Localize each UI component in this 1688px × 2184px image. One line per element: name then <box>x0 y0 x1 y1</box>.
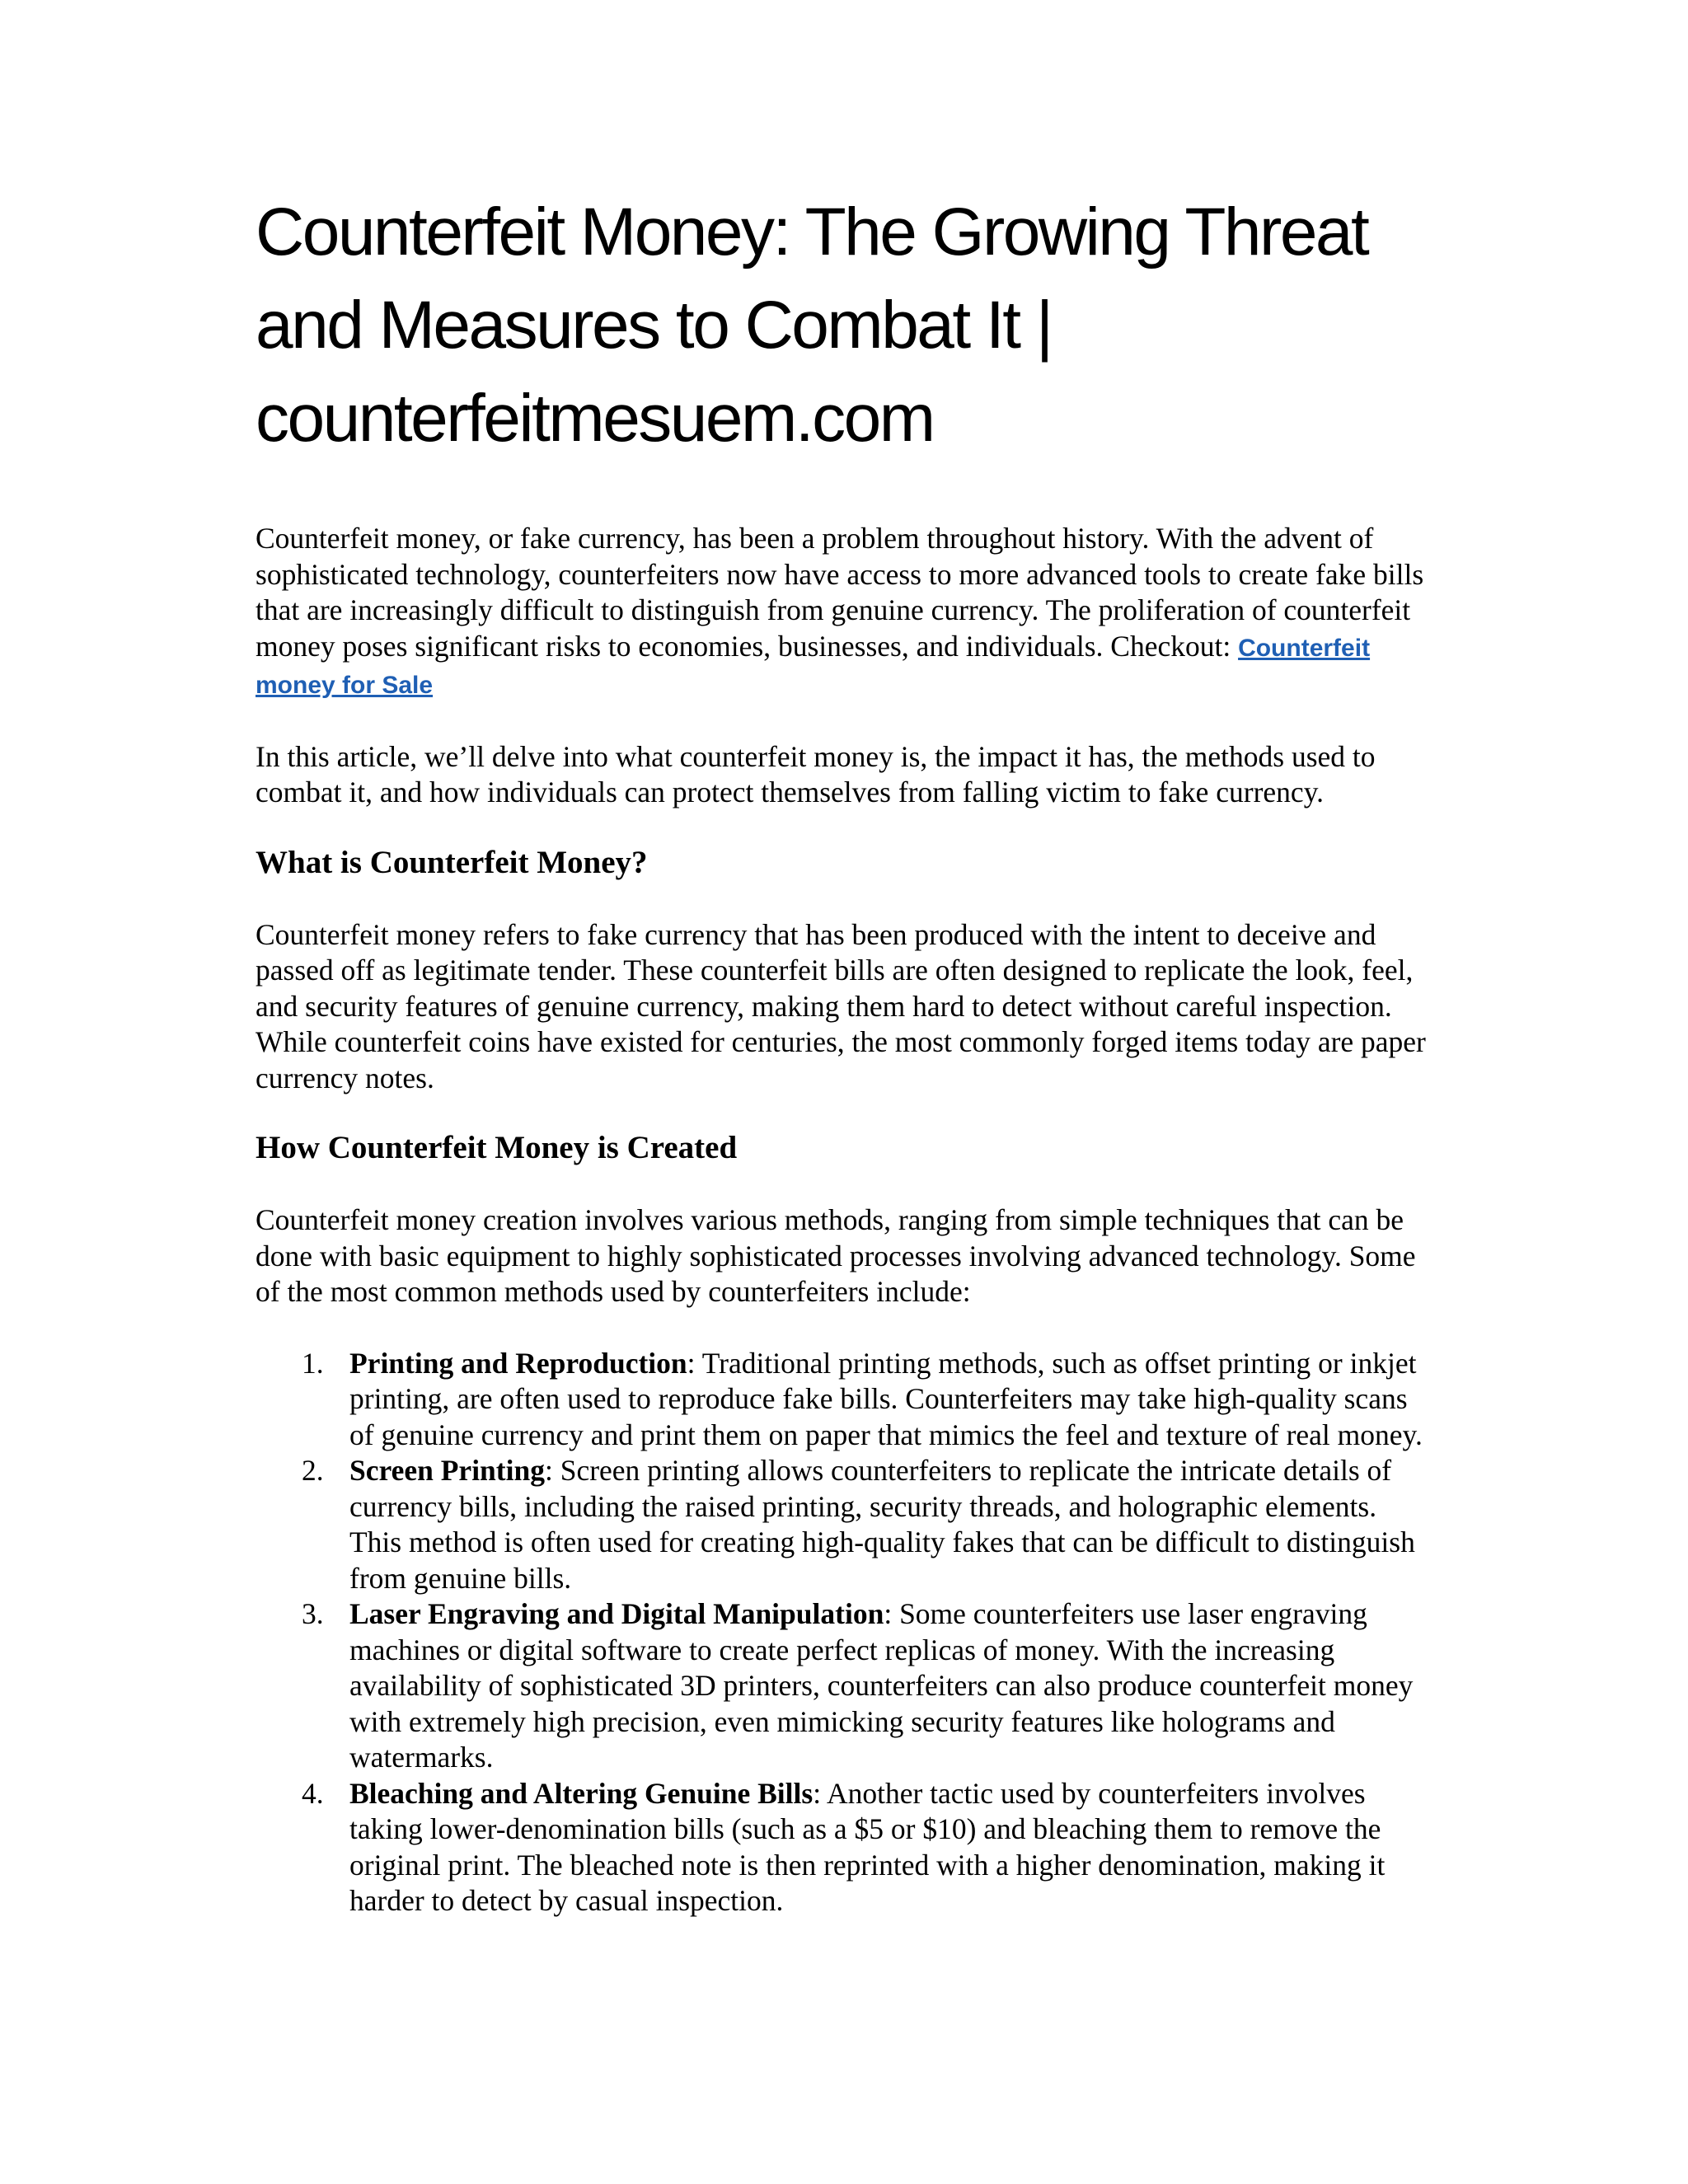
list-number: 4. <box>302 1776 324 1810</box>
intro-text: Counterfeit money, or fake currency, has been a problem throughout history. With the advent of sophisticated technology, counterfeiters now have access to more advanced tools to create fake bills that are increasingly difficult to distinguish from genuine currency. The proliferation of counterfeit money poses significant risks to economies, businesses, and individuals. Checkout: <box>256 522 1424 663</box>
list-item <box>256 1346 1434 1454</box>
overview-paragraph: In this article, we’ll delve into what counterfeit money is, the impact it has, the methods used to combat it, and how individuals can protect themselves from falling victim to fake currency. <box>256 739 1376 808</box>
list-item <box>256 1453 1434 1596</box>
list-number: 1. <box>302 1346 324 1380</box>
list-number: 3. <box>302 1597 324 1630</box>
method-term: Screen Printing <box>349 1454 545 1487</box>
title-line-1: Counterfeit Money: The Growing Threat <box>256 194 1368 269</box>
article-title <box>256 185 1434 465</box>
methods-list <box>256 1346 1434 1919</box>
list-item <box>256 1776 1434 1919</box>
method-description: : Another tactic used by counterfeiters involves taking lower-denomination bills (such as a $5 or $10) and bleaching them to remove the original print. The bleached note is then reprinted with a higher denomination, making it harder to detect by casual inspection. <box>349 1776 1386 1917</box>
what-is-heading: What is Counterfeit Money? <box>256 844 648 880</box>
method-description: : Some counterfeiters use laser engraving machines or digital software to create perfect replicas of money. With the increasing availability of sophisticated 3D printers, counterfeiters can also produce counterfeit money with extremely high precision, even mimicking security features like holograms and watermarks. <box>349 1597 1414 1774</box>
intro-paragraph <box>256 521 1434 704</box>
title-line-3: counterfeitmesuem.com <box>256 381 934 456</box>
method-term: Laser Engraving and Digital Manipulation <box>349 1597 884 1630</box>
method-description: : Traditional printing methods, such as offset printing or inkjet printing, are often used to reproduce fake bills. Counterfeiters may take high-quality scans of genuine currency and print them on paper that mimics the feel and texture of real money. <box>349 1346 1423 1451</box>
method-description: : Screen printing allows counterfeiters to replicate the intricate details of currency bills, including the raised printing, security threads, and holographic elements. This method is often used for creating high-quality fakes that can be difficult to distinguish from genuine bills. <box>349 1454 1415 1595</box>
how-created-heading: How Counterfeit Money is Created <box>256 1130 738 1165</box>
title-line-2: and Measures to Combat It | <box>256 288 1052 363</box>
how-created-paragraph: Counterfeit money creation involves various methods, ranging from simple techniques that can be done with basic equipment to highly sophisticated processes involving advanced technology. Some of the most common methods used by counterfeiters include: <box>256 1203 1416 1308</box>
list-number: 2. <box>302 1454 324 1487</box>
counterfeit-money-for-sale-link[interactable]: Counterfeit money for Sale <box>256 634 1371 699</box>
method-term: Printing and Reproduction <box>349 1346 687 1380</box>
document-page <box>256 185 1434 1919</box>
method-term: Bleaching and Altering Genuine Bills <box>349 1776 814 1810</box>
what-is-paragraph: Counterfeit money refers to fake currency that has been produced with the intent to deceive and passed off as legitimate tender. These counterfeit bills are often designed to replicate the look, feel, and security features of genuine currency, making them hard to detect without careful inspection. While counterfeit coins have existed for centuries, the most commonly forged items today are paper currency notes. <box>256 917 1426 1094</box>
list-item <box>256 1596 1434 1776</box>
